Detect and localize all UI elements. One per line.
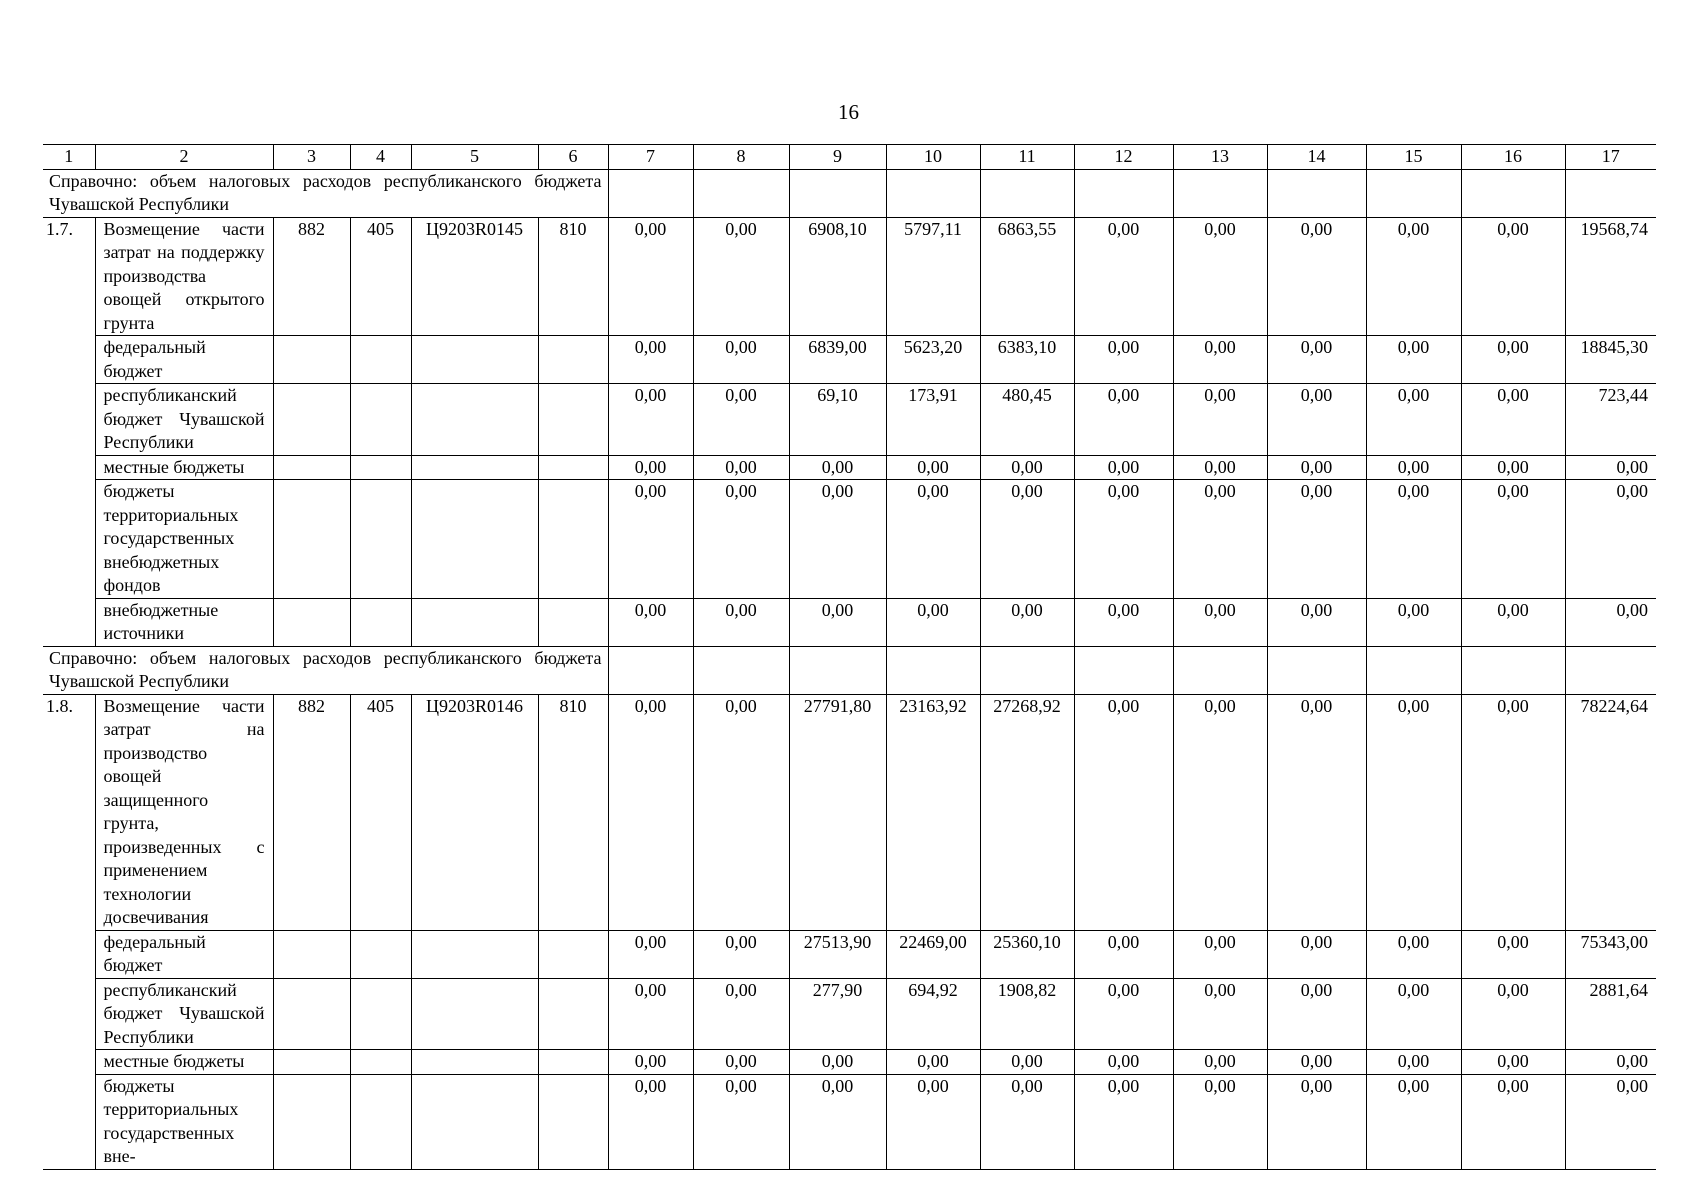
column-number-13: 13 [1173, 145, 1267, 170]
value-col-9: 6908,10 [789, 217, 886, 336]
funding-source-name: республиканский бюджет Чувашской Республики [95, 978, 273, 1050]
value-col-7: 0,00 [608, 598, 693, 646]
value-col-9: 27513,90 [789, 930, 886, 978]
value-col-13: 0,00 [1173, 455, 1267, 480]
value-col-12: 0,00 [1074, 1050, 1173, 1075]
empty-cell [693, 169, 789, 217]
reference-note: Справочно: объем налоговых расходов республиканского бюджета Чувашской Республики [43, 169, 608, 217]
value-col-8: 0,00 [693, 978, 789, 1050]
column-number-5: 5 [411, 145, 538, 170]
value-col-12: 0,00 [1074, 336, 1173, 384]
value-col-9: 69,10 [789, 384, 886, 456]
value-col-13: 0,00 [1173, 598, 1267, 646]
value-col-13: 0,00 [1173, 336, 1267, 384]
empty-cell [538, 384, 608, 456]
item-row [43, 694, 1656, 930]
empty-cell [789, 646, 886, 694]
value-col-7: 0,00 [608, 930, 693, 978]
value-col-15: 0,00 [1366, 480, 1461, 599]
funding-source-name: республиканский бюджет Чувашской Республики [95, 384, 273, 456]
empty-cell [411, 384, 538, 456]
value-col-16: 0,00 [1461, 978, 1565, 1050]
empty-cell [273, 455, 350, 480]
value-col-16: 0,00 [1461, 1074, 1565, 1169]
value-col-14: 0,00 [1267, 455, 1366, 480]
value-col-10: 23163,92 [886, 694, 980, 930]
value-col-16: 0,00 [1461, 480, 1565, 599]
empty-cell [1074, 169, 1173, 217]
column-number-8: 8 [693, 145, 789, 170]
column-number-6: 6 [538, 145, 608, 170]
value-col-11: 0,00 [980, 480, 1074, 599]
empty-cell [789, 169, 886, 217]
value-col-15: 0,00 [1366, 1050, 1461, 1075]
value-col-11: 27268,92 [980, 694, 1074, 930]
column-number-14: 14 [1267, 145, 1366, 170]
value-col-17: 723,44 [1565, 384, 1656, 456]
value-col-16: 0,00 [1461, 336, 1565, 384]
value-col-10: 0,00 [886, 1074, 980, 1169]
value-col-13: 0,00 [1173, 694, 1267, 930]
funding-source-row [43, 930, 1656, 978]
funding-source-row [43, 455, 1656, 480]
value-col-15: 0,00 [1366, 384, 1461, 456]
value-col-14: 0,00 [1267, 336, 1366, 384]
admin-code: 882 [273, 694, 350, 930]
value-col-16: 0,00 [1461, 455, 1565, 480]
value-col-15: 0,00 [1366, 978, 1461, 1050]
empty-cell [538, 455, 608, 480]
empty-cell [1173, 169, 1267, 217]
value-col-10: 0,00 [886, 480, 980, 599]
funding-source-row [43, 384, 1656, 456]
empty-cell [608, 169, 693, 217]
value-col-16: 0,00 [1461, 384, 1565, 456]
value-col-16: 0,00 [1461, 217, 1565, 336]
value-col-11: 0,00 [980, 1050, 1074, 1075]
empty-cell [1461, 169, 1565, 217]
funding-source-row [43, 1074, 1656, 1169]
value-col-9: 0,00 [789, 598, 886, 646]
value-col-8: 0,00 [693, 480, 789, 599]
value-col-7: 0,00 [608, 694, 693, 930]
value-col-14: 0,00 [1267, 1050, 1366, 1075]
funding-source-name: местные бюджеты [95, 1050, 273, 1075]
value-col-7: 0,00 [608, 384, 693, 456]
empty-cell [693, 646, 789, 694]
item-number: 1.8. [43, 694, 95, 1169]
value-col-14: 0,00 [1267, 384, 1366, 456]
value-col-11: 25360,10 [980, 930, 1074, 978]
value-col-17: 0,00 [1565, 1050, 1656, 1075]
funding-source-name: бюджеты территориальных государственных внебюджетных фондов [95, 480, 273, 599]
budget-table [43, 144, 1656, 1170]
value-col-17: 19568,74 [1565, 217, 1656, 336]
funding-source-row [43, 978, 1656, 1050]
funding-source-name: местные бюджеты [95, 455, 273, 480]
value-col-12: 0,00 [1074, 1074, 1173, 1169]
value-col-7: 0,00 [608, 217, 693, 336]
value-col-10: 22469,00 [886, 930, 980, 978]
value-col-15: 0,00 [1366, 1074, 1461, 1169]
value-col-15: 0,00 [1366, 598, 1461, 646]
admin-code: 882 [273, 217, 350, 336]
value-col-14: 0,00 [1267, 930, 1366, 978]
empty-cell [1267, 169, 1366, 217]
value-col-17: 78224,64 [1565, 694, 1656, 930]
empty-cell [411, 336, 538, 384]
value-col-8: 0,00 [693, 598, 789, 646]
value-col-14: 0,00 [1267, 694, 1366, 930]
empty-cell [273, 930, 350, 978]
value-col-7: 0,00 [608, 1050, 693, 1075]
column-number-9: 9 [789, 145, 886, 170]
empty-cell [273, 336, 350, 384]
column-number-17: 17 [1565, 145, 1656, 170]
value-col-16: 0,00 [1461, 598, 1565, 646]
value-col-17: 18845,30 [1565, 336, 1656, 384]
value-col-11: 480,45 [980, 384, 1074, 456]
item-name: Возмещение части затрат на поддержку производства овощей открытого грунта [95, 217, 273, 336]
item-row [43, 217, 1656, 336]
empty-cell [350, 384, 411, 456]
page-number: 16 [838, 100, 859, 124]
empty-cell [350, 1050, 411, 1075]
reference-note-row [43, 169, 1656, 217]
empty-cell [273, 384, 350, 456]
empty-cell [1366, 169, 1461, 217]
funding-source-row [43, 1050, 1656, 1075]
value-col-14: 0,00 [1267, 217, 1366, 336]
item-number: 1.7. [43, 217, 95, 646]
empty-cell [411, 480, 538, 599]
empty-cell [273, 598, 350, 646]
column-number-3: 3 [273, 145, 350, 170]
value-col-9: 277,90 [789, 978, 886, 1050]
empty-cell [1173, 646, 1267, 694]
value-col-14: 0,00 [1267, 1074, 1366, 1169]
value-col-10: 5797,11 [886, 217, 980, 336]
value-col-11: 0,00 [980, 455, 1074, 480]
column-number-7: 7 [608, 145, 693, 170]
empty-cell [538, 480, 608, 599]
value-col-16: 0,00 [1461, 930, 1565, 978]
funding-source-row [43, 598, 1656, 646]
value-col-8: 0,00 [693, 1074, 789, 1169]
empty-cell [411, 978, 538, 1050]
section-code: 405 [350, 694, 411, 930]
column-number-4: 4 [350, 145, 411, 170]
value-col-16: 0,00 [1461, 694, 1565, 930]
value-col-8: 0,00 [693, 384, 789, 456]
column-number-16: 16 [1461, 145, 1565, 170]
value-col-9: 0,00 [789, 1050, 886, 1075]
empty-cell [411, 1050, 538, 1075]
value-col-7: 0,00 [608, 480, 693, 599]
empty-cell [273, 978, 350, 1050]
value-col-8: 0,00 [693, 455, 789, 480]
empty-cell [538, 598, 608, 646]
value-col-13: 0,00 [1173, 930, 1267, 978]
value-col-13: 0,00 [1173, 384, 1267, 456]
target-article-code: Ц9203R0146 [411, 694, 538, 930]
funding-source-row [43, 480, 1656, 599]
empty-cell [350, 455, 411, 480]
empty-cell [1267, 646, 1366, 694]
value-col-17: 0,00 [1565, 455, 1656, 480]
value-col-12: 0,00 [1074, 480, 1173, 599]
column-number-1: 1 [43, 145, 95, 170]
value-col-15: 0,00 [1366, 336, 1461, 384]
value-col-15: 0,00 [1366, 217, 1461, 336]
empty-cell [273, 1050, 350, 1075]
empty-cell [886, 646, 980, 694]
empty-cell [538, 1050, 608, 1075]
funding-source-name: федеральный бюджет [95, 336, 273, 384]
expense-type-code: 810 [538, 694, 608, 930]
empty-cell [980, 169, 1074, 217]
value-col-7: 0,00 [608, 455, 693, 480]
value-col-12: 0,00 [1074, 455, 1173, 480]
column-number-row [43, 145, 1656, 170]
value-col-17: 0,00 [1565, 598, 1656, 646]
empty-cell [980, 646, 1074, 694]
empty-cell [350, 598, 411, 646]
value-col-8: 0,00 [693, 336, 789, 384]
empty-cell [538, 336, 608, 384]
value-col-8: 0,00 [693, 694, 789, 930]
section-code: 405 [350, 217, 411, 336]
value-col-11: 0,00 [980, 598, 1074, 646]
value-col-10: 5623,20 [886, 336, 980, 384]
funding-source-name: внебюджетные источники [95, 598, 273, 646]
value-col-9: 0,00 [789, 455, 886, 480]
value-col-15: 0,00 [1366, 694, 1461, 930]
funding-source-name: федеральный бюджет [95, 930, 273, 978]
value-col-14: 0,00 [1267, 598, 1366, 646]
value-col-12: 0,00 [1074, 598, 1173, 646]
value-col-9: 27791,80 [789, 694, 886, 930]
item-name: Возмещение части затрат на производство овощей защищенного грунта, произведенных с применением технологии досвечивания [95, 694, 273, 930]
empty-cell [538, 930, 608, 978]
empty-cell [350, 978, 411, 1050]
empty-cell [886, 169, 980, 217]
empty-cell [1565, 646, 1656, 694]
value-col-17: 75343,00 [1565, 930, 1656, 978]
value-col-14: 0,00 [1267, 480, 1366, 599]
value-col-9: 0,00 [789, 480, 886, 599]
empty-cell [273, 480, 350, 599]
empty-cell [1461, 646, 1565, 694]
value-col-9: 0,00 [789, 1074, 886, 1169]
value-col-15: 0,00 [1366, 930, 1461, 978]
value-col-7: 0,00 [608, 1074, 693, 1169]
value-col-9: 6839,00 [789, 336, 886, 384]
budget-table-body [43, 145, 1656, 1170]
empty-cell [608, 646, 693, 694]
value-col-12: 0,00 [1074, 217, 1173, 336]
empty-cell [350, 930, 411, 978]
empty-cell [538, 978, 608, 1050]
empty-cell [273, 1074, 350, 1169]
value-col-13: 0,00 [1173, 1074, 1267, 1169]
value-col-11: 6863,55 [980, 217, 1074, 336]
empty-cell [538, 1074, 608, 1169]
value-col-10: 0,00 [886, 1050, 980, 1075]
empty-cell [411, 455, 538, 480]
value-col-8: 0,00 [693, 1050, 789, 1075]
value-col-11: 1908,82 [980, 978, 1074, 1050]
value-col-10: 694,92 [886, 978, 980, 1050]
value-col-10: 0,00 [886, 598, 980, 646]
target-article-code: Ц9203R0145 [411, 217, 538, 336]
value-col-7: 0,00 [608, 336, 693, 384]
reference-note-row [43, 646, 1656, 694]
value-col-12: 0,00 [1074, 384, 1173, 456]
value-col-16: 0,00 [1461, 1050, 1565, 1075]
value-col-11: 0,00 [980, 1074, 1074, 1169]
empty-cell [1366, 646, 1461, 694]
value-col-11: 6383,10 [980, 336, 1074, 384]
value-col-15: 0,00 [1366, 455, 1461, 480]
value-col-13: 0,00 [1173, 1050, 1267, 1075]
value-col-13: 0,00 [1173, 217, 1267, 336]
value-col-12: 0,00 [1074, 978, 1173, 1050]
expense-type-code: 810 [538, 217, 608, 336]
column-number-10: 10 [886, 145, 980, 170]
value-col-8: 0,00 [693, 930, 789, 978]
column-number-2: 2 [95, 145, 273, 170]
value-col-17: 0,00 [1565, 480, 1656, 599]
reference-note: Справочно: объем налоговых расходов республиканского бюджета Чувашской Республики [43, 646, 608, 694]
value-col-14: 0,00 [1267, 978, 1366, 1050]
value-col-7: 0,00 [608, 978, 693, 1050]
empty-cell [1565, 169, 1656, 217]
column-number-12: 12 [1074, 145, 1173, 170]
value-col-13: 0,00 [1173, 978, 1267, 1050]
value-col-12: 0,00 [1074, 694, 1173, 930]
empty-cell [411, 1074, 538, 1169]
value-col-12: 0,00 [1074, 930, 1173, 978]
column-number-15: 15 [1366, 145, 1461, 170]
empty-cell [1074, 646, 1173, 694]
value-col-17: 0,00 [1565, 1074, 1656, 1169]
value-col-10: 173,91 [886, 384, 980, 456]
empty-cell [350, 480, 411, 599]
empty-cell [411, 598, 538, 646]
value-col-8: 0,00 [693, 217, 789, 336]
value-col-10: 0,00 [886, 455, 980, 480]
empty-cell [350, 1074, 411, 1169]
empty-cell [411, 930, 538, 978]
funding-source-row [43, 336, 1656, 384]
value-col-13: 0,00 [1173, 480, 1267, 599]
funding-source-name: бюджеты территориальных государственных вне- [95, 1074, 273, 1169]
value-col-17: 2881,64 [1565, 978, 1656, 1050]
empty-cell [350, 336, 411, 384]
column-number-11: 11 [980, 145, 1074, 170]
